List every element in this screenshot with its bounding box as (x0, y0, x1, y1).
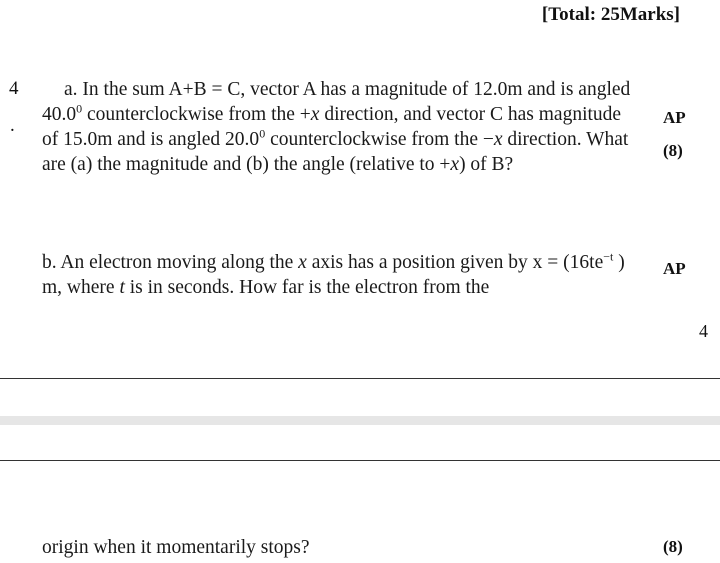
part-b-marks: (8) (663, 537, 683, 556)
var-x-2: x (493, 129, 503, 150)
page-number: 4 (699, 321, 708, 341)
page-break-bottom-rule (0, 460, 720, 461)
part-b-text-1: b. An electron moving along the (42, 252, 299, 273)
var-x-4: x (298, 252, 307, 273)
part-b-text-4: is in seconds. How far is the electron from the (124, 277, 490, 298)
part-a-text-1: a. In the sum A+B = C, vector A has a magnitude of 12.0m and is angled 40.0 (42, 79, 631, 125)
part-a-marks: (8) (663, 141, 683, 160)
page-gap-band (0, 416, 720, 425)
page-break-top-rule (0, 378, 720, 379)
degree-superscript-2: 0 (259, 126, 266, 141)
part-a-text-3: direction, and vector C has magnitude of 15.0m and is angled 20.0 (42, 104, 622, 150)
part-a-category-tag: AP (663, 108, 686, 127)
exponent-superscript: −t (603, 249, 614, 264)
part-a-text-2: counterclockwise from the + (82, 104, 311, 125)
var-t: t (119, 277, 125, 298)
part-b-text-2: axis has a position given by x = (16te (306, 252, 604, 273)
part-b-text-3: ) m, where (42, 252, 625, 298)
question-part-b (42, 250, 642, 300)
var-x-1: x (310, 104, 320, 125)
var-x-3: x (450, 154, 460, 175)
total-marks: [Total: 25Marks] (541, 4, 680, 25)
question-number-dot: . (10, 115, 15, 136)
part-b-category-tag: AP (663, 259, 686, 278)
degree-superscript-1: 0 (76, 101, 83, 116)
part-a-text-5: direction. What are (a) the magnitude and (b) the angle (relative to + (42, 129, 629, 175)
part-a-text-6: ) of B? (459, 154, 514, 175)
question-number: 4 (9, 78, 19, 99)
question-part-b-continued: origin when it momentarily stops? (42, 537, 310, 558)
question-part-a (42, 77, 642, 177)
part-a-text-4: counterclockwise from the − (265, 129, 494, 150)
